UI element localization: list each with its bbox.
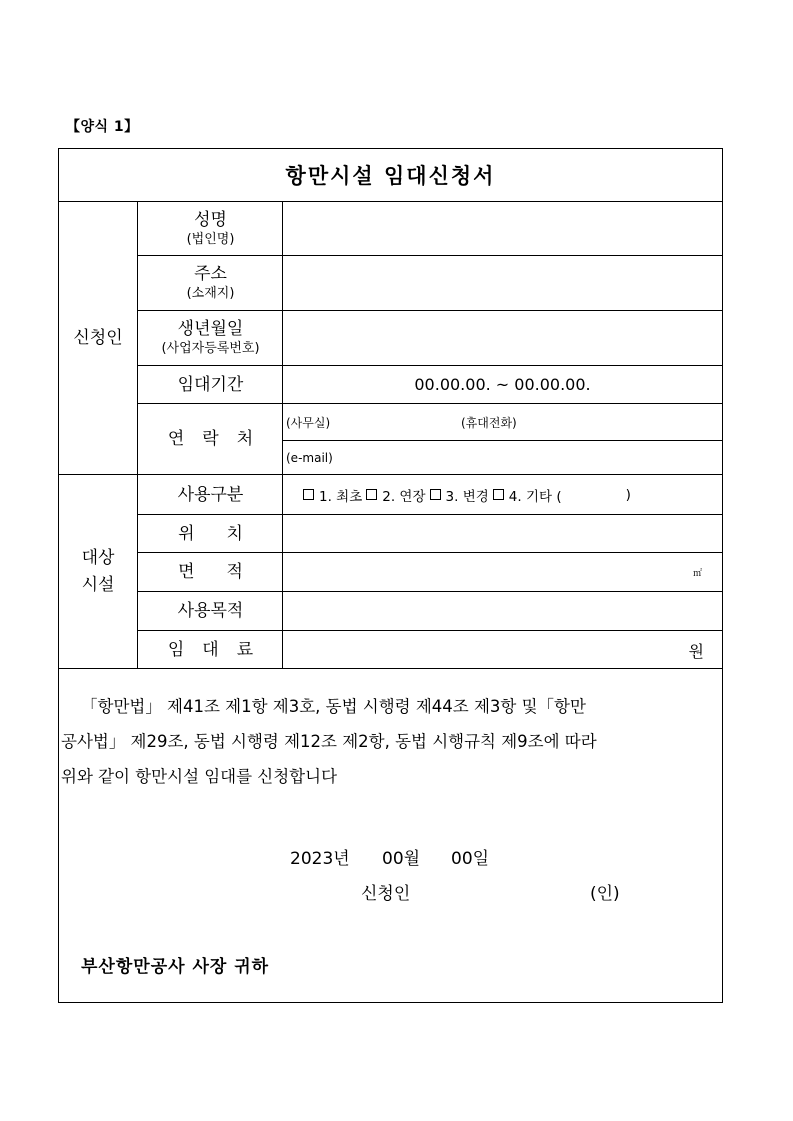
name-label: 성명 [194,209,227,230]
usage-type-label-cell [137,475,283,515]
birth-label-cell [137,311,283,366]
area-field[interactable] [282,553,722,592]
contact-label-cell [137,404,283,475]
birth-sub-label: (사업자등록번호) [161,341,260,356]
mobile-label: (휴대전화) [461,416,517,430]
area-label: 면적 [178,562,275,582]
period-field[interactable] [282,366,722,404]
signature-label: 신청인 [361,884,411,904]
area-label-cell [137,553,283,592]
statement-line-1: 「항만법」 제41조 제1항 제3호, 동법 시행령 제44조 제3항 및「항만 [81,697,586,716]
period-value: 00.00.00. ~ 00.00.00. [414,375,591,394]
option-other-close: ) [625,486,631,503]
address-label-cell [137,256,283,311]
option-other-checkbox[interactable] [493,489,504,500]
purpose-label-cell [137,592,283,631]
option-extend-label: 2. 연장 [382,488,426,505]
statement-line-2: 공사법」 제29조, 동법 시행령 제12조 제2항, 동법 시행규칙 제9조에 따라 [61,732,597,751]
location-label: 위치 [178,523,275,544]
option-change-label: 3. 변경 [445,488,489,505]
office-phone-field[interactable] [282,404,722,441]
applicant-section-label: 신청인 [59,202,137,475]
name-sub-label: (법인명) [186,231,235,247]
date-year: 2023년 [290,849,350,869]
period-label: 임대기간 [177,374,244,395]
option-change-checkbox[interactable] [430,489,441,500]
fee-label: 임대료 [167,639,272,660]
application-form [58,148,723,1003]
option-other-label: 4. 기타 ( [508,488,562,505]
purpose-label: 사용목적 [177,601,244,621]
option-extend-checkbox[interactable] [366,489,377,500]
date-month: 00월 [382,849,421,869]
birth-label: 생년월일 [177,319,244,339]
statement-line-3: 위와 같이 항만시설 임대를 신청합니다 [61,767,338,786]
purpose-field[interactable] [282,592,722,631]
fee-unit: 원 [688,642,704,661]
facility-section-label: 대상 시설 [59,475,137,669]
email-field[interactable] [282,441,722,475]
name-label-cell [137,202,283,256]
period-label-cell [137,366,283,404]
form-number-label: 【양식 1】 [66,119,139,135]
form-title: 항만시설 임대신청서 [59,149,722,202]
name-field[interactable] [282,202,722,256]
signature-seal: (인) [590,884,620,904]
address-label: 주소 [194,264,227,284]
location-label-cell [137,515,283,553]
usage-type-field [282,475,722,515]
birth-field[interactable] [282,311,722,366]
area-unit: ㎡ [692,569,702,579]
email-label: (e-mail) [286,451,333,465]
usage-type-label: 사용구분 [177,484,244,505]
option-first-checkbox[interactable] [303,489,314,500]
date-day: 00일 [451,849,490,869]
fee-label-cell [137,631,283,669]
fee-field[interactable] [282,631,722,669]
addressee: 부산항만공사 사장 귀하 [81,957,270,977]
office-label: (사무실) [286,416,331,430]
option-first-label: 1. 최초 [319,488,363,505]
legal-statement [59,689,722,794]
address-sub-label: (소재지) [186,286,235,301]
contact-label: 연락처 [167,429,272,449]
address-field[interactable] [282,256,722,311]
location-field[interactable] [282,515,722,553]
